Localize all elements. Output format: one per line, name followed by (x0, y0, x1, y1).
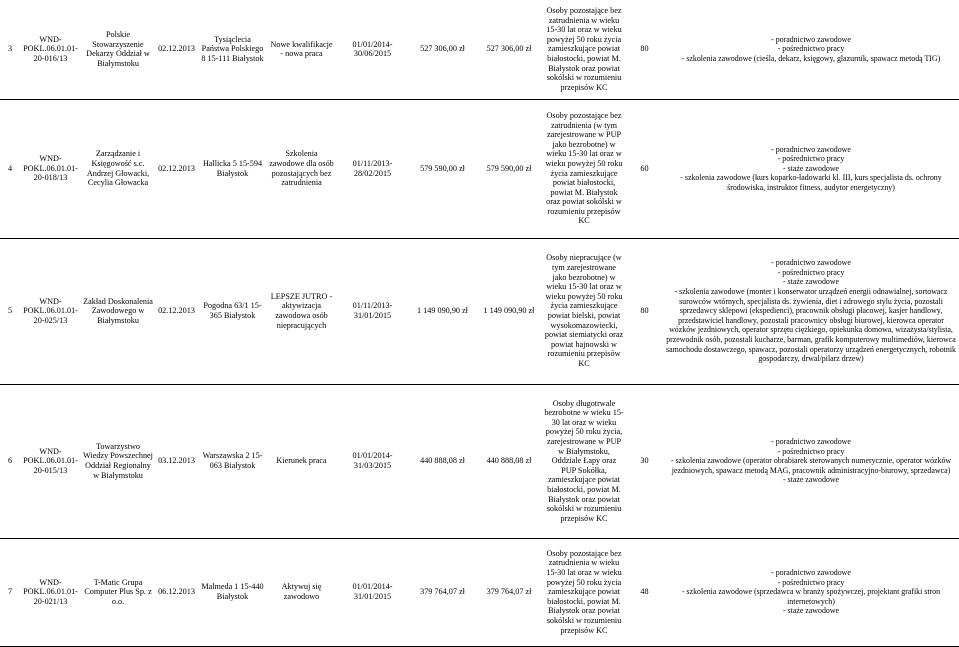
participant-count: 30 (626, 384, 663, 538)
beneficiary-name: Towarzystwo Wiedzy Powszechnej Oddział Regionalny w Białymstoku (81, 384, 155, 538)
project-period: 01/01/2014-30/06/2015 (336, 0, 409, 99)
support-form-item: - staże zawodowe (782, 475, 840, 485)
support-form-item: - poradnictwo zawodowe (771, 34, 851, 44)
submission-date: 02.12.2013 (155, 238, 198, 384)
funding-amount: 527 306,00 zł (476, 0, 542, 99)
table-row (0, 0, 959, 99)
beneficiary-name: Zarządzanie i Księgowość s.c. Andrzej Głowacki, Cecylia Głowacka (81, 99, 155, 238)
beneficiary-address: Pogodna 63/1 15-365 Białystok (198, 238, 267, 384)
support-form-item: - poradnictwo zawodowe (771, 568, 851, 578)
support-form-item: - pośrednictwo pracy (777, 44, 845, 54)
project-title: Kierunek praca (267, 384, 336, 538)
target-group: Osoby pozostające bez zatrudnienia (w tym zarejestrowane w PUP jako bezrobotne) w wieku 15-30 lat oraz w wieku powyżej 50 roku życia zamieszkujące powiat białostocki, powiat M. Białystok oraz powiat sokólski w rozumieniu przepisów KC (542, 99, 626, 238)
support-form-item: - pośrednictwo pracy (777, 267, 845, 277)
support-form-item: - poradnictwo zawodowe (771, 258, 851, 268)
participant-count: 48 (626, 538, 663, 646)
application-number: WND-POKL.06.01.01-20-016/13 (20, 0, 81, 99)
application-number: WND-POKL.06.01.01-20-025/13 (20, 238, 81, 384)
support-forms (663, 0, 959, 99)
project-period: 01/11/2013-31/01/2015 (336, 238, 409, 384)
funding-amount: 440 888,08 zł (476, 384, 542, 538)
support-form-item: - szkolenia zawodowe (sprzedawca w branży spożywczej, projektant grafiki stron internetowych) (681, 587, 941, 606)
table-row (0, 538, 959, 646)
row-number: 3 (0, 0, 20, 99)
row-number: 7 (0, 538, 20, 646)
funding-amount: 1 149 090,90 zł (476, 238, 542, 384)
project-period: 01/01/2014-31/03/2015 (336, 384, 409, 538)
row-number: 5 (0, 238, 20, 384)
table-row (0, 238, 959, 384)
beneficiary-name: T-Matic Grupa Computer Plus Sp. z o.o. (81, 538, 155, 646)
project-period: 01/01/2014-31/01/2015 (336, 538, 409, 646)
project-value: 1 149 090,90 zł (409, 238, 476, 384)
project-value: 527 306,00 zł (409, 0, 476, 99)
submission-date: 06.12.2013 (155, 538, 198, 646)
application-number: WND-POKL.06.01.01-20-021/13 (20, 538, 81, 646)
support-forms (663, 384, 959, 538)
support-form-item: - staże zawodowe (782, 163, 840, 173)
row-number: 4 (0, 99, 20, 238)
project-title: LEPSZE JUTRO - aktywizacja zawodowa osób niepracujących (267, 238, 336, 384)
table-row (0, 99, 959, 238)
support-forms (663, 99, 959, 238)
support-form-item: - staże zawodowe (782, 606, 840, 616)
beneficiary-name: Polskie Stowarzyszenie Dekarzy Oddział w Białymstoku (81, 0, 155, 99)
support-form-item: - szkolenia zawodowe (monter i konserwator urządzeń energii odnawialnej, sortowacz surowców wtórnych, specjalista ds. żywienia, diet i zdrowego stylu życia, pozostali sprzedawcy sklepowi (ekspedienci), pracownik obsługi płacowej, kasjer handlowy, przedstawiciel handlowy, pozostali pracownicy obsługi biurowej, kierowca operator wózków jezdniowych, operator sprzętu ciężkiego, opiekunka domowa, wizażysta/stylista, przewodnik osób, pozostali kucharze, barman, grafik komputerowy multimediów, kierowca samochodu dostawczego, spawacz, pozostali operatorzy urządzeń energetycznych, robotnik gospodarczy, drwal/pilarz drzew) (666, 287, 956, 364)
target-group: Osoby pozostające bez zatrudnienia w wieku 15-30 lat oraz w wieku powyżej 50 roku życia zamieszkujące powiat białostocki, powiat M. Białystok oraz powiat sokólski w rozumieniu przepisów KC (542, 538, 626, 646)
support-forms (663, 238, 959, 384)
support-form-item: - pośrednictwo pracy (777, 446, 845, 456)
project-title: Aktywuj się zawodowo (267, 538, 336, 646)
table-row (0, 384, 959, 538)
funding-amount: 579 590,00 zł (476, 99, 542, 238)
support-form-item: - poradnictwo zawodowe (771, 437, 851, 447)
beneficiary-address: Warszawska 2 15-063 Białystok (198, 384, 267, 538)
submission-date: 03.12.2013 (155, 384, 198, 538)
participant-count: 80 (626, 238, 663, 384)
beneficiary-address: Malmeda 1 15-440 Białystok (198, 538, 267, 646)
support-form-item: - szkolenia zawodowe (kurs koparko-ładowarki kl. III, kurs specjalista ds. ochrony środowiska, instruktor fitness, audytor energetyczny) (680, 173, 942, 192)
project-value: 379 764,07 zł (409, 538, 476, 646)
support-form-item: - pośrednictwo pracy (777, 577, 845, 587)
project-value: 579 590,00 zł (409, 99, 476, 238)
project-value: 440 888,08 zł (409, 384, 476, 538)
submission-date: 02.12.2013 (155, 99, 198, 238)
project-title: Szkolenia zawodowe dla osób pozostających bez zatrudnienia (267, 99, 336, 238)
funding-amount: 379 764,07 zł (476, 538, 542, 646)
support-form-item: - staże zawodowe (782, 277, 840, 287)
application-number: WND-POKL.06.01.01-20-015/13 (20, 384, 81, 538)
support-form-item: - szkolenia zawodowe (cieśla, dekarz, księgowy, glazurnik, spawacz metodą TIG) (681, 54, 941, 64)
row-number: 6 (0, 384, 20, 538)
beneficiary-address: Hallicka 5 15-594 Białystok (198, 99, 267, 238)
application-number: WND-POKL.06.01.01-20-018/13 (20, 99, 81, 238)
target-group: Osoby pozostające bez zatrudnienia w wieku 15-30 lat oraz w wieku powyżej 50 roku życia zamieszkujące powiat białostocki, powiat M. Białystok oraz powiat sokólski w rozumieniu przepisów KC (542, 0, 626, 99)
target-group: Osoby długotrwale bezrobotne w wieku 15-30 lat oraz w wieku powyżej 50 roku życia, zarejestrowane w PUP w Białymstoku, Oddziale Łapy oraz PUP Sokółka, zamieszkujące powiat białostocki, powiat M. Białystok oraz powiat sokólski w rozumieniu przepisów KC (542, 384, 626, 538)
support-forms (663, 538, 959, 646)
target-group: Osoby niepracujące (w tym zarejestrowane jako bezrobotne) w wieku 15-30 lat oraz w wieku powyżej 50 roku życia zamieszkujące powiat bielski, powiat wysokomazowiecki, powiat siemiatycki oraz powiat hajnowski w rozumieniu przepisów KC (542, 238, 626, 384)
support-form-item: - szkolenia zawodowe (operator obrabiarek sterowanych numerycznie, operator wózków jezdniowych, spawacz metodą MAG, pracownik administracyjno-biurowy, sprzedawca) (670, 456, 952, 475)
project-period: 01/11/2013-28/02/2015 (336, 99, 409, 238)
support-form-item: - poradnictwo zawodowe (771, 144, 851, 154)
participant-count: 60 (626, 99, 663, 238)
support-form-item: - pośrednictwo pracy (777, 154, 845, 164)
submission-date: 02.12.2013 (155, 0, 198, 99)
participant-count: 80 (626, 0, 663, 99)
beneficiary-name: Zakład Doskonalenia Zawodowego w Białymstoku (81, 238, 155, 384)
beneficiary-address: Tysiąclecia Państwa Polskiego 8 15-111 Białystok (198, 0, 267, 99)
project-title: Nowe kwalifikacje - nowa praca (267, 0, 336, 99)
